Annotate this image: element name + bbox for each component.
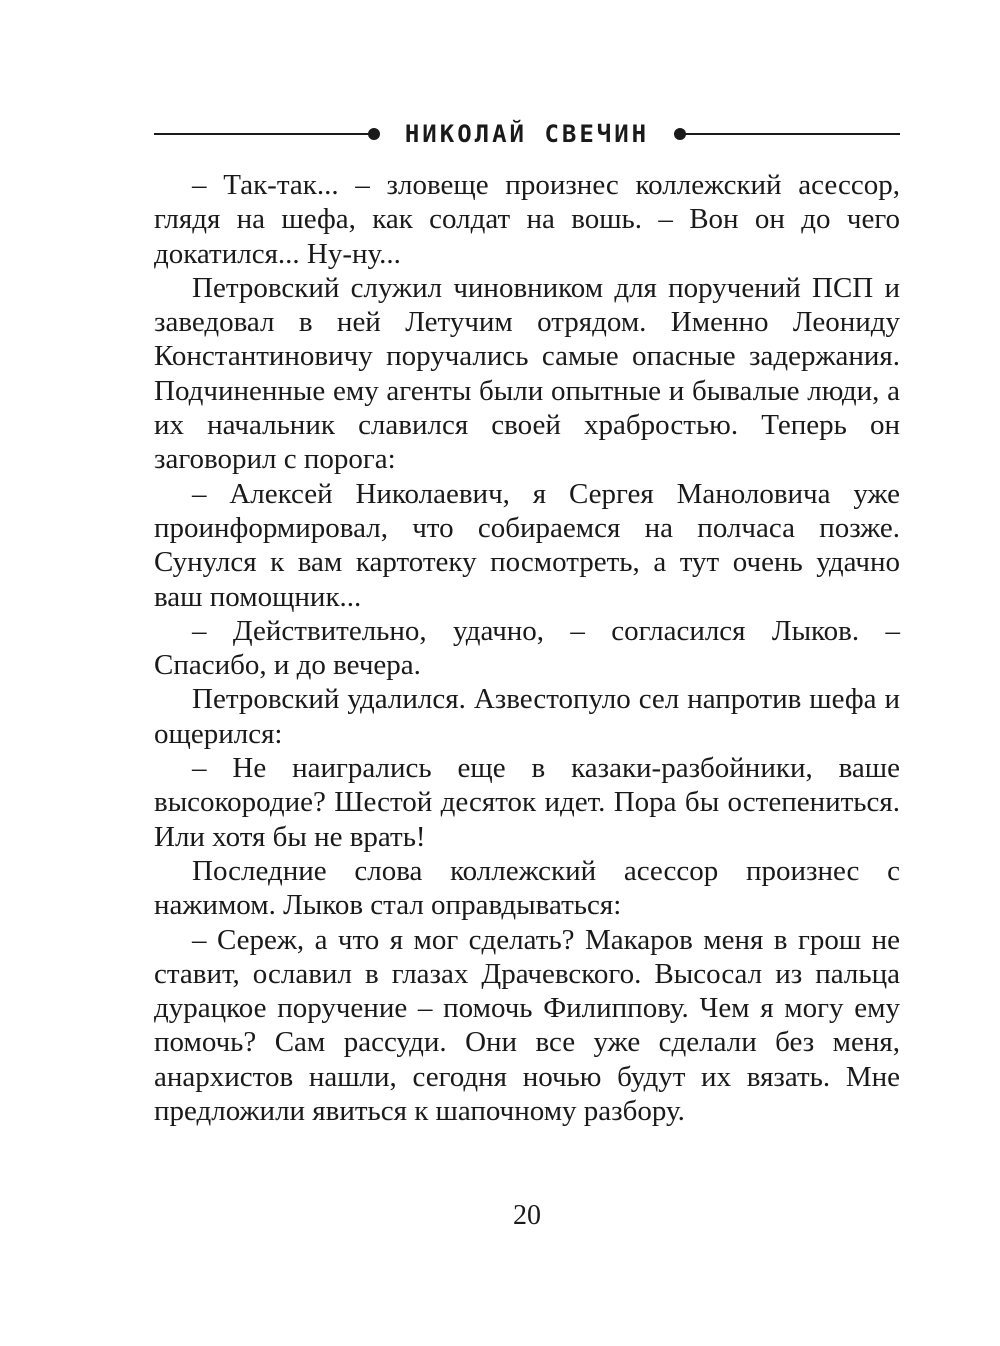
header-rule-right xyxy=(682,133,900,135)
paragraph: Последние слова коллежский асессор произнес с нажимом. Лыков стал оправдываться: xyxy=(154,854,900,922)
paragraph: – Сереж, а что я мог сделать? Макаров меня в грош не ставит, ославил в глазах Драчевского. Высосал из пальца дурацкое поручение – помочь Филиппову. Чем я могу ему помочь? Сам рассуди. Они все уже сделали без меня, анархистов нашли, сегодня ночью будут их вязать. Мне предложили явиться к шапочному разбору. xyxy=(154,923,900,1128)
running-header xyxy=(154,118,900,150)
header-dot-left-icon xyxy=(368,128,380,140)
paragraph: Петровский удалился. Азвестопуло сел напротив шефа и ощерился: xyxy=(154,683,900,750)
running-header-title: НИКОЛАЙ СВЕЧИН xyxy=(404,120,650,148)
body-text xyxy=(154,168,900,1128)
paragraph: Петровский служил чиновником для поручений ПСП и заведовал в ней Летучим отрядом. Именно Леониду Константиновичу поручались самые опасные задержания. Подчиненные ему агенты были опытные и бывалые люди, а их начальник славился своей храбростью. Теперь он заговорил с порога: xyxy=(154,271,900,476)
paragraph: – Алексей Николаевич, я Сергея Маноловича уже проинформировал, что собираемся на полчаса позже. Сунулся к вам картотеку посмотреть, а тут очень удачно ваш помощник... xyxy=(154,477,900,613)
paragraph: – Не наигрались еще в казаки-разбойники, ваше высокородие? Шестой десяток идет. Пора бы остепениться. Или хотя бы не врать! xyxy=(154,752,900,853)
page-number: 20 xyxy=(513,1200,541,1231)
header-rule-left xyxy=(154,133,372,135)
paragraph: – Так-так... – зловеще произнес коллежский асессор, глядя на шефа, как солдат на вошь. – Вон он до чего докатился... Ну-ну... xyxy=(154,169,900,270)
paragraph: – Действительно, удачно, – согласился Лыков. – Спасибо, и до вечера. xyxy=(154,614,900,682)
